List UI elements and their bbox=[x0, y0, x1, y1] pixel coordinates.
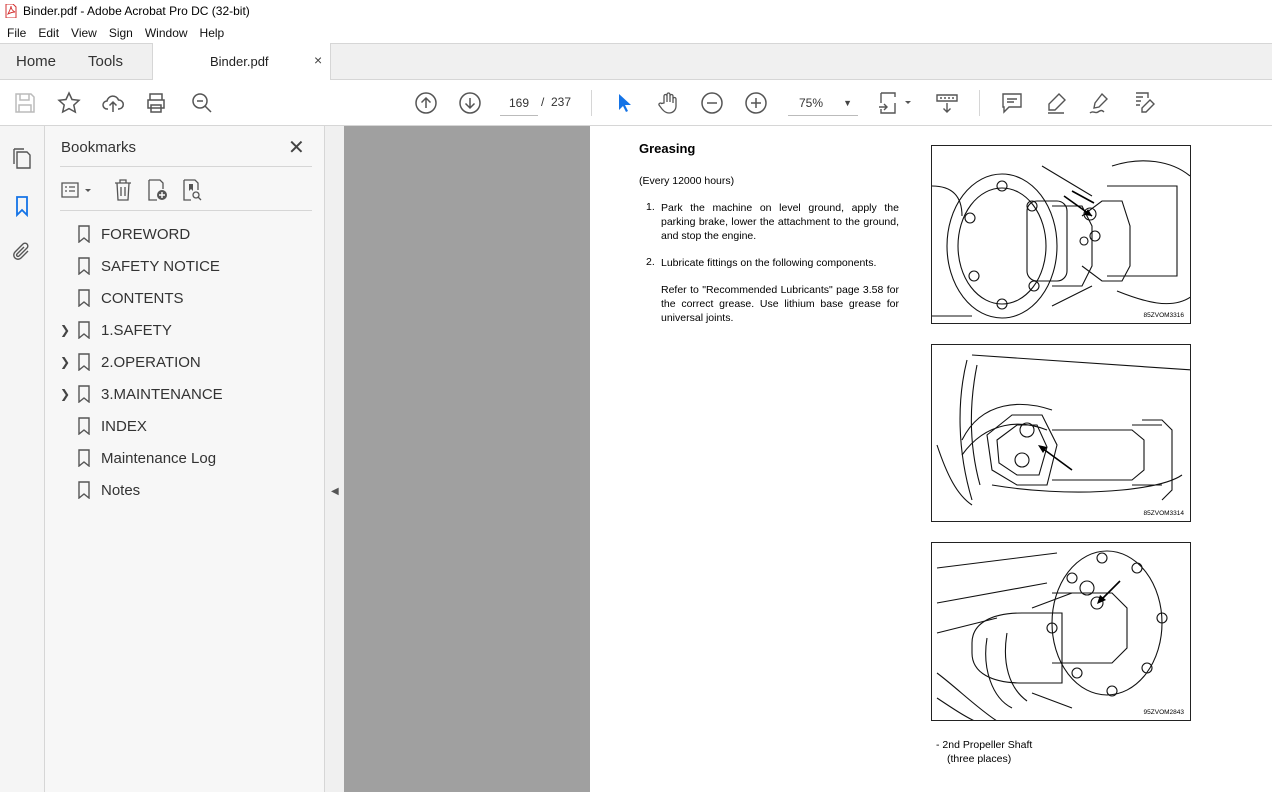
bookmark-search-icon[interactable] bbox=[180, 178, 204, 202]
toolbar-divider bbox=[979, 90, 980, 116]
bookmark-item[interactable] bbox=[59, 316, 309, 344]
tab-tools[interactable]: Tools bbox=[88, 53, 124, 70]
tab-home[interactable]: Home bbox=[16, 53, 57, 70]
chevron-right-icon[interactable]: ❯ bbox=[59, 387, 71, 401]
comment-icon[interactable] bbox=[1000, 91, 1024, 115]
bookmark-icon bbox=[77, 289, 91, 307]
menu-file[interactable]: File bbox=[7, 25, 27, 40]
bookmark-icon bbox=[77, 257, 91, 275]
tab-document[interactable] bbox=[152, 43, 331, 80]
bookmark-icon bbox=[77, 385, 91, 403]
bookmark-icon bbox=[77, 321, 91, 339]
zoom-level-value: 75% bbox=[799, 96, 824, 110]
tab-close-icon[interactable]: × bbox=[314, 52, 323, 68]
chevron-down-icon: ▼ bbox=[843, 98, 852, 108]
panel-splitter[interactable] bbox=[325, 126, 344, 792]
highlight-pen-icon[interactable] bbox=[1044, 91, 1068, 115]
edit-pdf-icon[interactable] bbox=[1132, 91, 1156, 115]
bookmark-label: FOREWORD bbox=[101, 225, 191, 243]
total-pages: 237 bbox=[551, 95, 572, 109]
figure-caption-line2: (three places) bbox=[947, 753, 1012, 765]
zoom-in-icon[interactable] bbox=[744, 91, 768, 115]
attachments-icon[interactable] bbox=[11, 241, 33, 263]
bookmark-icon bbox=[77, 417, 91, 435]
page-heading: Greasing bbox=[639, 141, 696, 156]
bookmark-item[interactable] bbox=[59, 284, 309, 312]
bookmark-label: CONTENTS bbox=[101, 289, 184, 307]
propeller-joint-illustration bbox=[932, 345, 1191, 522]
bookmark-icon bbox=[77, 481, 91, 499]
propeller-joint-illustration bbox=[932, 146, 1191, 324]
menu-edit[interactable]: Edit bbox=[38, 25, 60, 40]
delete-bookmark-icon[interactable] bbox=[111, 178, 135, 202]
zoom-level-select[interactable] bbox=[788, 90, 858, 116]
bookmark-item[interactable] bbox=[59, 220, 309, 248]
page-fit-icon[interactable] bbox=[878, 91, 914, 115]
hand-tool-icon[interactable] bbox=[656, 91, 680, 115]
pdf-page bbox=[590, 126, 1272, 792]
bookmark-item[interactable] bbox=[59, 476, 309, 504]
step-number: 2. bbox=[646, 256, 655, 268]
bookmarks-panel bbox=[45, 126, 325, 792]
toolbar-divider bbox=[591, 90, 592, 116]
page-separator: / bbox=[541, 95, 545, 109]
page-number-input[interactable]: 169 bbox=[500, 90, 538, 116]
left-rail bbox=[0, 126, 45, 792]
menu-window[interactable]: Window bbox=[144, 25, 188, 40]
bookmark-label: 3.MAINTENANCE bbox=[101, 385, 223, 403]
menu-help[interactable]: Help bbox=[199, 25, 225, 40]
tab-bar bbox=[0, 43, 1272, 80]
propeller-joint-illustration bbox=[932, 543, 1191, 721]
figure-propeller-joint-3 bbox=[931, 542, 1191, 721]
step-number: 1. bbox=[646, 201, 655, 213]
bookmark-label: Maintenance Log bbox=[101, 449, 217, 467]
figure-id: 85ZVOM3314 bbox=[1143, 510, 1184, 517]
title-bar bbox=[0, 0, 1272, 22]
chevron-right-icon[interactable]: ❯ bbox=[59, 355, 71, 369]
acrobat-app-icon bbox=[5, 4, 17, 18]
chevron-right-icon[interactable]: ❯ bbox=[59, 323, 71, 337]
bookmark-item[interactable] bbox=[59, 348, 309, 376]
cloud-upload-icon[interactable] bbox=[101, 91, 125, 115]
previous-page-icon[interactable] bbox=[414, 91, 438, 115]
tab-document-label: Binder.pdf bbox=[210, 54, 269, 69]
bookmark-label: INDEX bbox=[101, 417, 147, 435]
save-icon[interactable] bbox=[13, 91, 37, 115]
menu-view[interactable]: View bbox=[71, 25, 97, 40]
menu-sign[interactable]: Sign bbox=[108, 25, 133, 40]
window-title: Binder.pdf - Adobe Acrobat Pro DC (32-bit) bbox=[23, 4, 250, 18]
bookmark-label: 1.SAFETY bbox=[101, 321, 172, 339]
figure-propeller-joint-1 bbox=[931, 145, 1191, 324]
print-icon[interactable] bbox=[144, 91, 168, 115]
figure-caption-line1: - 2nd Propeller Shaft bbox=[936, 739, 1033, 751]
bookmark-label: Notes bbox=[101, 481, 141, 499]
figure-propeller-joint-2 bbox=[931, 344, 1191, 522]
bookmark-item[interactable] bbox=[59, 412, 309, 440]
bookmark-item[interactable] bbox=[59, 252, 309, 280]
main-toolbar bbox=[0, 80, 1272, 126]
collapse-panel-icon[interactable]: ◀ bbox=[331, 486, 339, 497]
bookmarks-title: Bookmarks bbox=[61, 139, 137, 156]
figure-id: 95ZVOM2843 bbox=[1143, 709, 1184, 716]
panel-divider bbox=[60, 210, 312, 211]
bookmark-label: SAFETY NOTICE bbox=[101, 257, 220, 275]
bookmark-panel-icon[interactable] bbox=[11, 195, 33, 217]
next-page-icon[interactable] bbox=[458, 91, 482, 115]
step-text: Lubricate fittings on the following components. bbox=[661, 257, 877, 269]
bookmark-options-icon[interactable] bbox=[60, 178, 94, 202]
bookmark-label: 2.OPERATION bbox=[101, 353, 201, 371]
page-thumbnails-icon[interactable] bbox=[11, 148, 33, 170]
lubricant-note: Refer to "Recommended Lubricants" page 3.58 for the correct grease. Use lithium base grease for universal joints. bbox=[661, 284, 899, 324]
bookmark-icon bbox=[77, 225, 91, 243]
bookmark-icon bbox=[77, 449, 91, 467]
figure-id: 85ZVOM3316 bbox=[1143, 312, 1184, 319]
new-bookmark-icon[interactable] bbox=[145, 178, 169, 202]
bookmark-icon bbox=[77, 353, 91, 371]
star-icon[interactable] bbox=[57, 91, 81, 115]
bookmark-item[interactable] bbox=[59, 380, 309, 408]
zoom-out-icon[interactable] bbox=[700, 91, 724, 115]
close-panel-icon[interactable]: ✕ bbox=[288, 137, 305, 159]
panel-divider bbox=[60, 166, 312, 167]
bookmark-item[interactable] bbox=[59, 444, 309, 472]
menu-bar bbox=[0, 22, 1272, 43]
scroll-mode-icon[interactable] bbox=[935, 91, 959, 115]
zoom-search-icon[interactable] bbox=[190, 91, 214, 115]
step-text: Park the machine on level ground, apply the parking brake, lower the attachment to the ground, and stop the engine. bbox=[661, 202, 899, 242]
draw-sign-icon[interactable] bbox=[1088, 91, 1112, 115]
select-cursor-icon[interactable] bbox=[612, 91, 636, 115]
interval-text: (Every 12000 hours) bbox=[639, 175, 735, 187]
document-viewport[interactable] bbox=[344, 126, 1272, 792]
